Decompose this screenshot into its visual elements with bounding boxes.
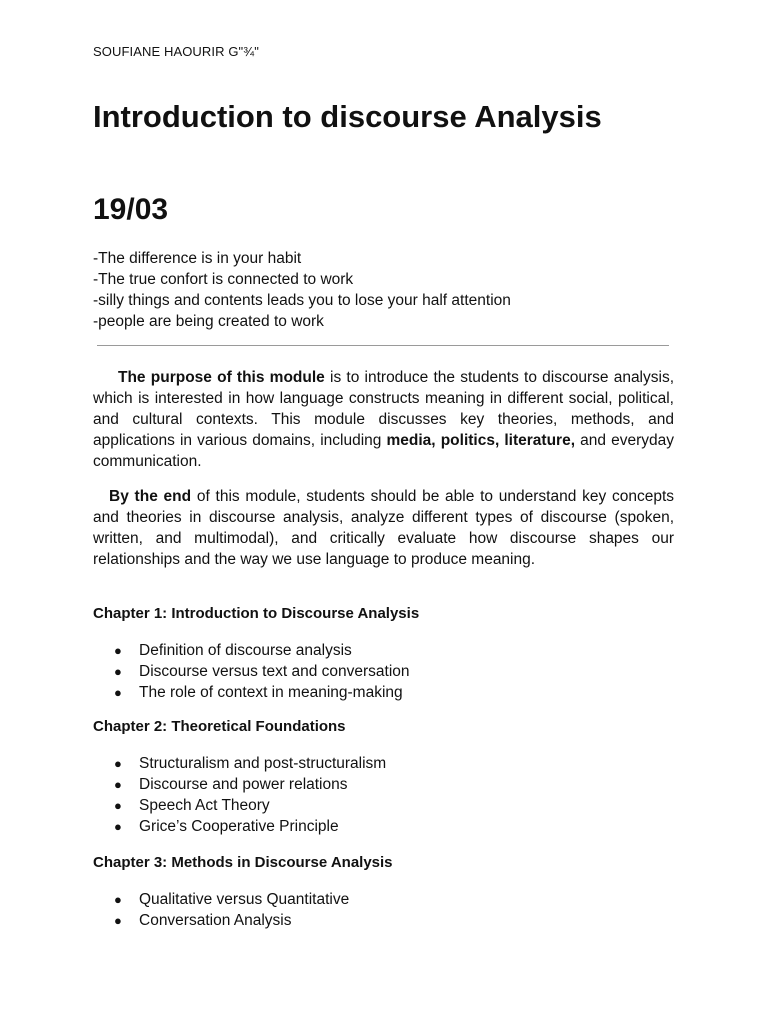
bullet-icon: ●	[114, 798, 122, 813]
list-item	[93, 910, 349, 931]
bullet-icon: ●	[114, 892, 122, 907]
chapter-3-list	[93, 889, 349, 931]
note-item: -The true confort is connected to work	[93, 271, 354, 288]
outcome-text: of this module, students should be able to understand key concepts and theories in discourse analysis, analyze different types of discourse (spoken, written, and multimodal), and critically evaluate how discourse shapes our relationships and the way we use language to produce meaning.	[93, 488, 674, 568]
list-item-text: Speech Act Theory	[139, 797, 270, 814]
bullet-icon: ●	[114, 819, 122, 834]
list-item	[93, 661, 410, 682]
list-item-text: Grice’s Cooperative Principle	[139, 818, 339, 835]
bullet-icon: ●	[114, 685, 122, 700]
list-item-text: The role of context in meaning-making	[139, 684, 403, 701]
list-item	[93, 753, 386, 774]
bullet-icon: ●	[114, 777, 122, 792]
note-item: -silly things and contents leads you to lose your half attention	[93, 292, 511, 309]
bullet-icon: ●	[114, 664, 122, 679]
chapter-1-list	[93, 640, 410, 703]
chapter-3-heading: Chapter 3: Methods in Discourse Analysis	[93, 854, 393, 871]
horizontal-divider	[97, 345, 669, 346]
list-item-text: Qualitative versus Quantitative	[139, 891, 350, 908]
chapter-1-heading: Chapter 1: Introduction to Discourse Analysis	[93, 605, 420, 622]
chapter-2-heading: Chapter 2: Theoretical Foundations	[93, 718, 346, 735]
list-item-text: Conversation Analysis	[139, 912, 292, 929]
outcome-paragraph	[93, 486, 674, 570]
author-header: SOUFIANE HAOURIR G"¾"	[93, 44, 259, 59]
list-item	[93, 795, 386, 816]
note-item: -The difference is in your habit	[93, 250, 302, 267]
purpose-text-2: and everyday communication.	[93, 432, 674, 470]
purpose-domains: media, politics, literature,	[386, 432, 576, 449]
list-item	[93, 640, 410, 661]
bullet-icon: ●	[114, 756, 122, 771]
purpose-text-1: is to introduce the students to discourse analysis, which is interested in how language constructs meaning in different social, political, and cultural contexts. This module discusses key theories, methods, and applications in various domains, including	[93, 369, 675, 449]
list-item	[93, 774, 386, 795]
note-item: -people are being created to work	[93, 313, 324, 330]
list-item	[93, 682, 410, 703]
list-item-text: Discourse and power relations	[139, 776, 348, 793]
list-item	[93, 816, 386, 837]
document-title: Introduction to discourse Analysis	[93, 99, 602, 134]
notes-list	[93, 248, 511, 332]
list-item	[93, 889, 349, 910]
list-item-text: Definition of discourse analysis	[139, 642, 352, 659]
lecture-date: 19/03	[93, 193, 169, 226]
bullet-icon: ●	[114, 913, 122, 928]
outcome-lead: By the end	[109, 488, 192, 505]
purpose-lead: The purpose of this module	[118, 369, 325, 386]
list-item-text: Discourse versus text and conversation	[139, 663, 410, 680]
bullet-icon: ●	[114, 643, 122, 658]
purpose-paragraph	[93, 367, 674, 472]
chapter-2-list	[93, 753, 386, 837]
list-item-text: Structuralism and post-structuralism	[139, 755, 387, 772]
